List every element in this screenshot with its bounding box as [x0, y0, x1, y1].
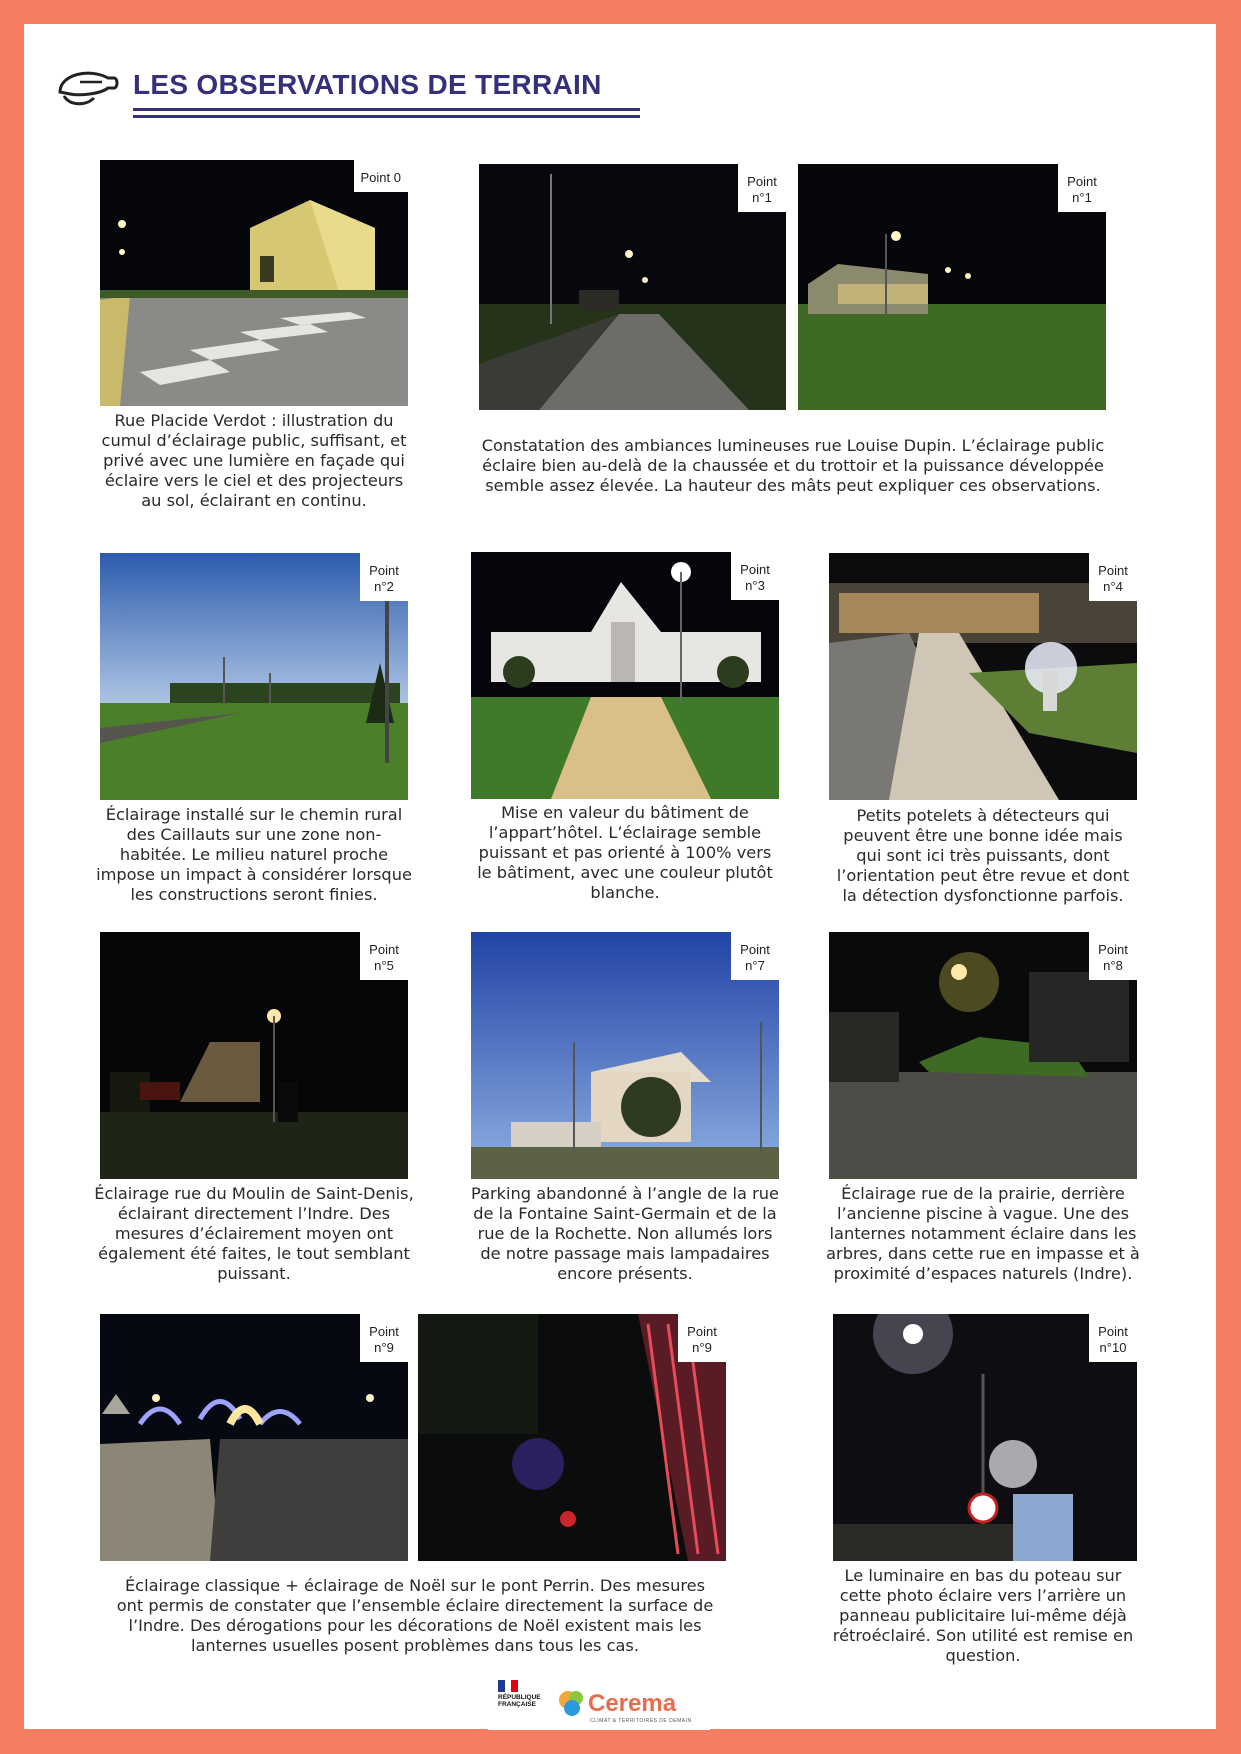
photo-point-3 — [471, 552, 779, 799]
caption-point-8: Éclairage rue de la prairie, derrière l’ancienne piscine à vague. Une des lanternes notamment éclaire dans les arbres, dans cette rue en impasse et à proximité d’espaces naturels (Indre). — [826, 1184, 1140, 1283]
cerema-logo-mark — [556, 1686, 588, 1720]
point-badge: Point n°9 — [678, 1314, 726, 1362]
photo-point-1-a — [479, 164, 786, 410]
caption-point-5: Éclairage rue du Moulin de Saint-Denis, éclairant directement l’Indre. Des mesures d’éclairement moyen ont également été faites, le tout semblant puissant. — [94, 1184, 414, 1283]
point-badge: Point n°1 — [1058, 164, 1106, 212]
point-badge: Point n°3 — [731, 552, 779, 600]
photo-point-5 — [100, 932, 408, 1179]
republique-francaise-label: RÉPUBLIQUE FRANÇAISE — [498, 1694, 541, 1708]
point-badge: Point n°5 — [360, 932, 408, 980]
caption-point-2: Éclairage installé sur le chemin rural des Caillauts sur une zone non-habitée. Le milieu naturel proche impose un impact à considérer lorsque les constructions seront finies. — [96, 805, 412, 904]
photo-point-1-b — [798, 164, 1106, 410]
photo-point-9-a — [100, 1314, 408, 1561]
caption-point-10: Le luminaire en bas du poteau sur cette photo éclaire vers l’arrière un panneau publicitaire lui-même déjà rétroéclairé. Son utilité est remise en question. — [832, 1566, 1134, 1665]
point-badge: Point n°2 — [360, 553, 408, 601]
cerema-brand: Cerema — [588, 1690, 677, 1717]
photo-point-0 — [100, 160, 408, 406]
photo-point-9-b — [418, 1314, 726, 1561]
title-underline — [133, 115, 640, 118]
caption-point-1: Constatation des ambiances lumineuses rue Louise Dupin. L’éclairage public éclaire bien au-delà de la chaussée et du trottoir et la puissance développée semble assez élevée. La hauteur des mâts peut expliquer ces observations. — [481, 436, 1105, 495]
photo-point-2 — [100, 553, 408, 800]
point-badge: Point n°10 — [1089, 1314, 1137, 1362]
photo-point-7 — [471, 932, 779, 1179]
caption-point-9: Éclairage classique + éclairage de Noël sur le pont Perrin. Des mesures ont permis de constater que l’ensemble éclaire directement la surface de l’Indre. Des dérogations pour les décorations de Noël existent mais les lanternes usuelles posent problèmes dans tous les cas. — [116, 1576, 714, 1655]
republique-francaise-logo — [498, 1680, 518, 1692]
caption-point-7: Parking abandonné à l’angle de la rue de la Fontaine Saint-Germain et de la rue de la Rochette. Non allumés lors de notre passage mais lampadaires encore présents. — [471, 1184, 779, 1283]
point-badge: Point n°1 — [738, 164, 786, 212]
caption-point-4: Petits potelets à détecteurs qui peuvent être une bonne idée mais qui sont ici très puissants, dont l’orientation peut être revue et dont la détection dysfonctionne parfois. — [836, 806, 1130, 905]
photo-point-10 — [833, 1314, 1137, 1561]
photo-point-8 — [829, 932, 1137, 1179]
photo-point-4 — [829, 553, 1137, 800]
page-title: LES OBSERVATIONS DE TERRAIN — [133, 69, 602, 100]
footer-logos — [488, 1676, 710, 1730]
caption-point-0: Rue Placide Verdot : illustration du cumul d’éclairage public, suffisant, et privé avec une lumière en façade qui éclaire vers le ciel et des projecteurs au sol, éclairant en continu. — [101, 411, 407, 510]
cerema-tagline: CLIMAT & TERRITOIRES DE DEMAIN — [590, 1718, 692, 1724]
point-badge: Point n°9 — [360, 1314, 408, 1362]
point-badge: Point n°4 — [1089, 553, 1137, 601]
point-badge: Point n°8 — [1089, 932, 1137, 980]
caption-point-3: Mise en valeur du bâtiment de l’appart’hôtel. L’éclairage semble puissant et pas orienté à 100% vers le bâtiment, avec une couleur plutôt blanche. — [477, 803, 773, 902]
point-badge: Point n°7 — [731, 932, 779, 980]
helmet-icon — [50, 62, 120, 118]
title-underline — [133, 108, 640, 111]
point-badge: Point 0 — [354, 160, 408, 192]
